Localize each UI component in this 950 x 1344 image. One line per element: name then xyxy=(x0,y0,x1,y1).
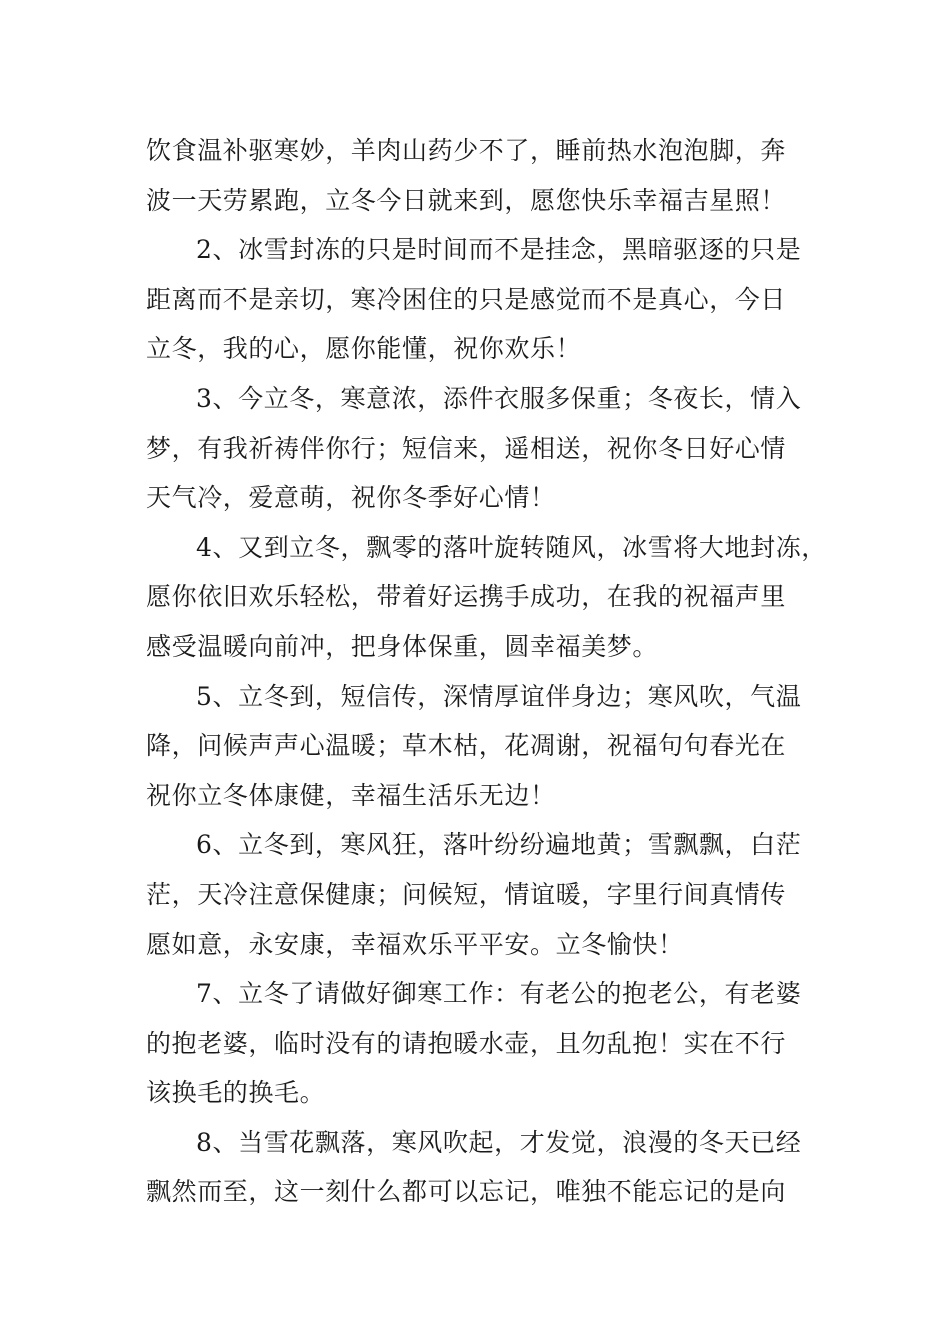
text-line: 梦，有我祈祷伴你行；短信来，遥相送，祝你冬日好心情 xyxy=(146,433,787,463)
text-line: 6、立冬到，寒风狂，落叶纷纷遍地黄；雪飘飘，白茫 xyxy=(196,830,802,860)
text-line: 感受温暖向前冲，把身体保重，圆幸福美梦。 xyxy=(146,631,659,661)
text-line: 愿你依旧欢乐轻松，带着好运携手成功，在我的祝福声里 xyxy=(146,582,787,612)
text-line: 愿如意，永安康，幸福欢乐平平安。立冬愉快！ xyxy=(146,929,684,959)
text-line: 天气冷，爱意萌，祝你冬季好心情！ xyxy=(146,483,556,513)
text-line: 4、又到立冬，飘零的落叶旋转随风，冰雪将大地封冻， xyxy=(196,532,827,562)
text-line: 的抱老婆，临时没有的请抱暖水壶，且勿乱抱！实在不行 xyxy=(146,1028,787,1058)
text-line: 3、今立冬，寒意浓，添件衣服多保重；冬夜长，情入 xyxy=(196,383,802,413)
text-line: 立冬，我的心，愿你能懂，祝你欢乐！ xyxy=(146,334,582,364)
text-line: 降，问候声声心温暖；草木枯，花凋谢，祝福句句春光在 xyxy=(146,731,787,761)
text-line: 祝你立冬体康健，幸福生活乐无边！ xyxy=(146,780,556,810)
text-line: 飘然而至，这一刻什么都可以忘记，唯独不能忘记的是向 xyxy=(146,1177,787,1207)
document-body xyxy=(146,126,826,1217)
text-line: 7、立冬了请做好御寒工作：有老公的抱老公，有老婆 xyxy=(196,979,802,1009)
text-line: 茫，天冷注意保健康；问候短，情谊暖，字里行间真情传 xyxy=(146,879,787,909)
text-line: 距离而不是亲切，寒冷困住的只是感觉而不是真心，今日 xyxy=(146,284,787,314)
text-line: 5、立冬到，短信传，深情厚谊伴身边；寒风吹，气温 xyxy=(196,681,802,711)
text-line: 饮食温补驱寒妙，羊肉山药少不了，睡前热水泡泡脚，奔 xyxy=(146,136,787,165)
text-line: 8、当雪花飘落，寒风吹起，才发觉，浪漫的冬天已经 xyxy=(196,1127,802,1157)
text-line: 波一天劳累跑，立冬今日就来到，愿您快乐幸福吉星照！ xyxy=(146,185,787,215)
text-line: 2、冰雪封冻的只是时间而不是挂念，黑暗驱逐的只是 xyxy=(196,235,802,265)
text-line: 该换毛的换毛。 xyxy=(146,1078,326,1108)
